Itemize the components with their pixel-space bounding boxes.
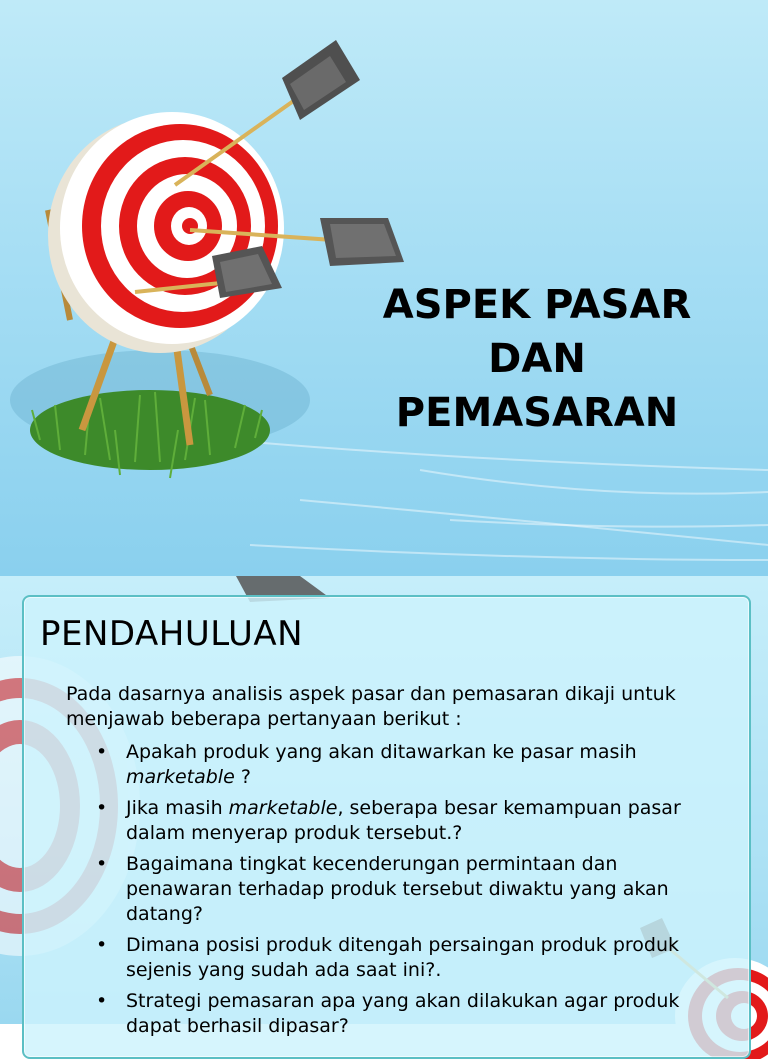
list-item (96, 740, 686, 790)
list-item (96, 852, 686, 927)
content-slide (0, 576, 768, 1037)
bullet-icon: • (96, 990, 108, 1012)
question-list (96, 740, 686, 1045)
list-item-text: Dimana posisi produk ditengah persaingan produk produk sejenis yang sudah ada saat ini?. (126, 934, 680, 981)
list-item-text-end: , seberapa besar kemampuan pasar dalam menyerap produk tersebut.? (126, 797, 681, 844)
list-item-text: Apakah produk yang akan ditawarkan ke pasar masih (126, 741, 637, 763)
list-item (96, 933, 686, 983)
list-item (96, 989, 686, 1039)
list-item-text-end: ? (234, 766, 251, 788)
bullet-icon: • (96, 934, 108, 956)
bullet-icon: • (96, 797, 108, 819)
list-item-italic: marketable (126, 766, 235, 788)
section-heading: PENDAHULUAN (40, 614, 304, 654)
arrow-icon (175, 40, 360, 185)
list-item-text: Bagaimana tingkat kecenderungan permintaan dan penawaran terhadap produk tersebut diwaktu yang akan datang? (126, 853, 669, 925)
list-item-italic: marketable (228, 797, 338, 819)
title-line-1: ASPEK PASAR (382, 282, 692, 328)
title-line-2: DAN (488, 336, 586, 382)
title-line-3: PEMASARAN (395, 390, 679, 436)
bullet-icon: • (96, 853, 108, 875)
slide-title (356, 278, 718, 440)
grass-icon (30, 390, 270, 478)
list-item (96, 796, 686, 846)
intro-paragraph: Pada dasarnya analisis aspek pasar dan pemasaran dikaji untuk menjawab beberapa pertanyaan berikut : (66, 683, 676, 730)
list-item-text: Jika masih (126, 797, 229, 819)
bullet-icon: • (96, 741, 108, 763)
list-item-text: Strategi pemasaran apa yang akan dilakukan agar produk dapat berhasil dipasar? (126, 990, 680, 1037)
